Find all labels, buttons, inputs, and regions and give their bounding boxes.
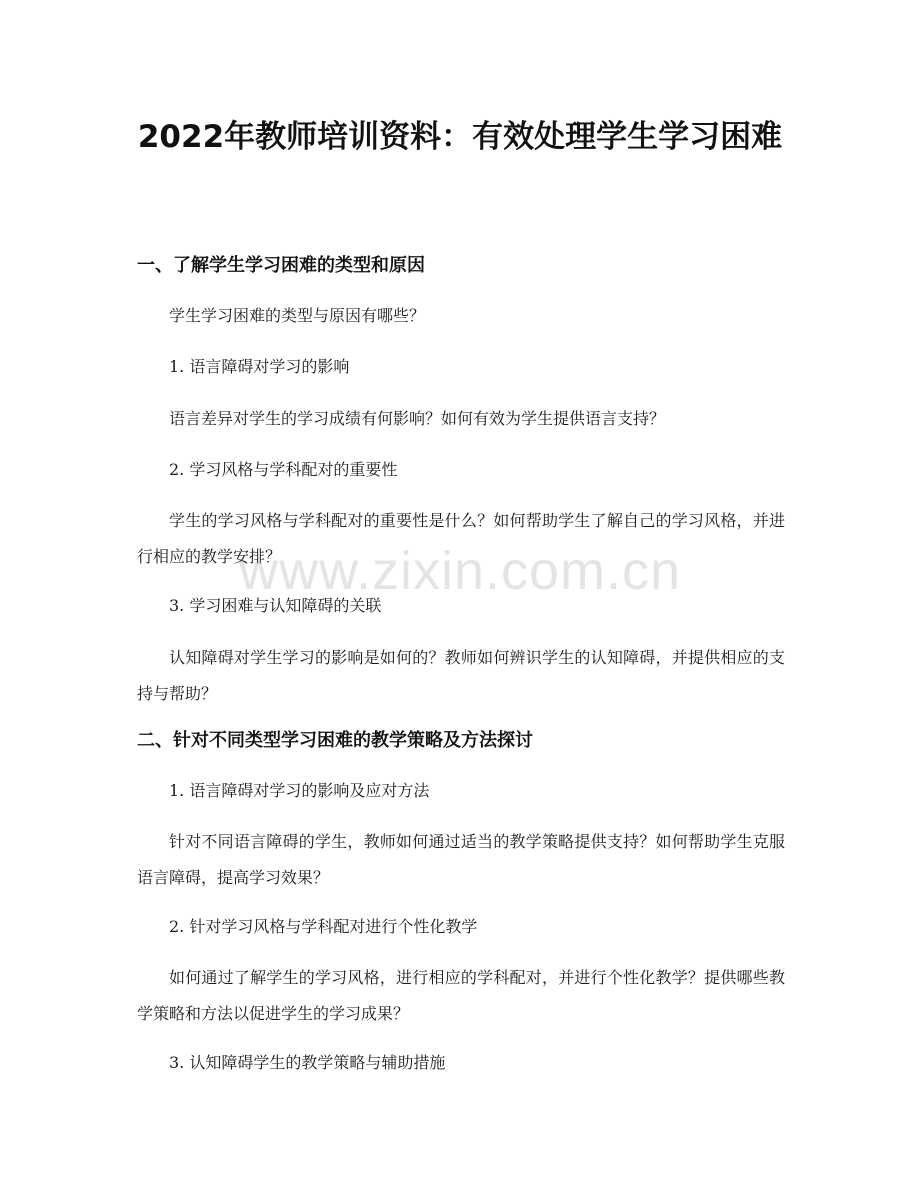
- watermark: www.zixin.com.cn: [238, 541, 682, 601]
- paragraph: 语言差异对学生的学习成绩有何影响？如何有效为学生提供语言支持？: [169, 409, 666, 428]
- paragraph: 3. 学习困难与认知障碍的关联: [169, 596, 382, 615]
- section-heading-2: 二、针对不同类型学习困难的教学策略及方法探讨: [137, 730, 533, 751]
- paragraph: 2. 针对学习风格与学科配对进行个性化教学: [169, 917, 478, 936]
- paragraph: 针对不同语言障碍的学生，教师如何通过适当的教学策略提供支持？如何帮助学生克服语言障碍，提高学习效果？: [137, 832, 785, 887]
- paragraph: 1. 语言障碍对学习的影响及应对方法: [169, 781, 430, 800]
- document-title: 2022年教师培训资料：有效处理学生学习困难: [137, 119, 783, 155]
- paragraph: 如何通过了解学生的学习风格，进行相应的学科配对，并进行个性化教学？提供哪些教学策略和方法以促进学生的学习成果？: [137, 968, 785, 1023]
- section-heading-1: 一、了解学生学习困难的类型和原因: [137, 255, 425, 276]
- paragraph: 1. 语言障碍对学习的影响: [169, 357, 350, 376]
- paragraph: 3. 认知障碍学生的教学策略与辅助措施: [169, 1053, 446, 1072]
- paragraph: 认知障碍对学生学习的影响是如何的？教师如何辨识学生的认知障碍，并提供相应的支持与帮助？: [137, 648, 785, 703]
- paragraph: 2. 学习风格与学科配对的重要性: [169, 460, 398, 479]
- paragraph: 学生的学习风格与学科配对的重要性是什么？如何帮助学生了解自己的学习风格，并进行相应的教学安排？: [137, 511, 785, 566]
- paragraph: 学生学习困难的类型与原因有哪些？: [169, 306, 426, 325]
